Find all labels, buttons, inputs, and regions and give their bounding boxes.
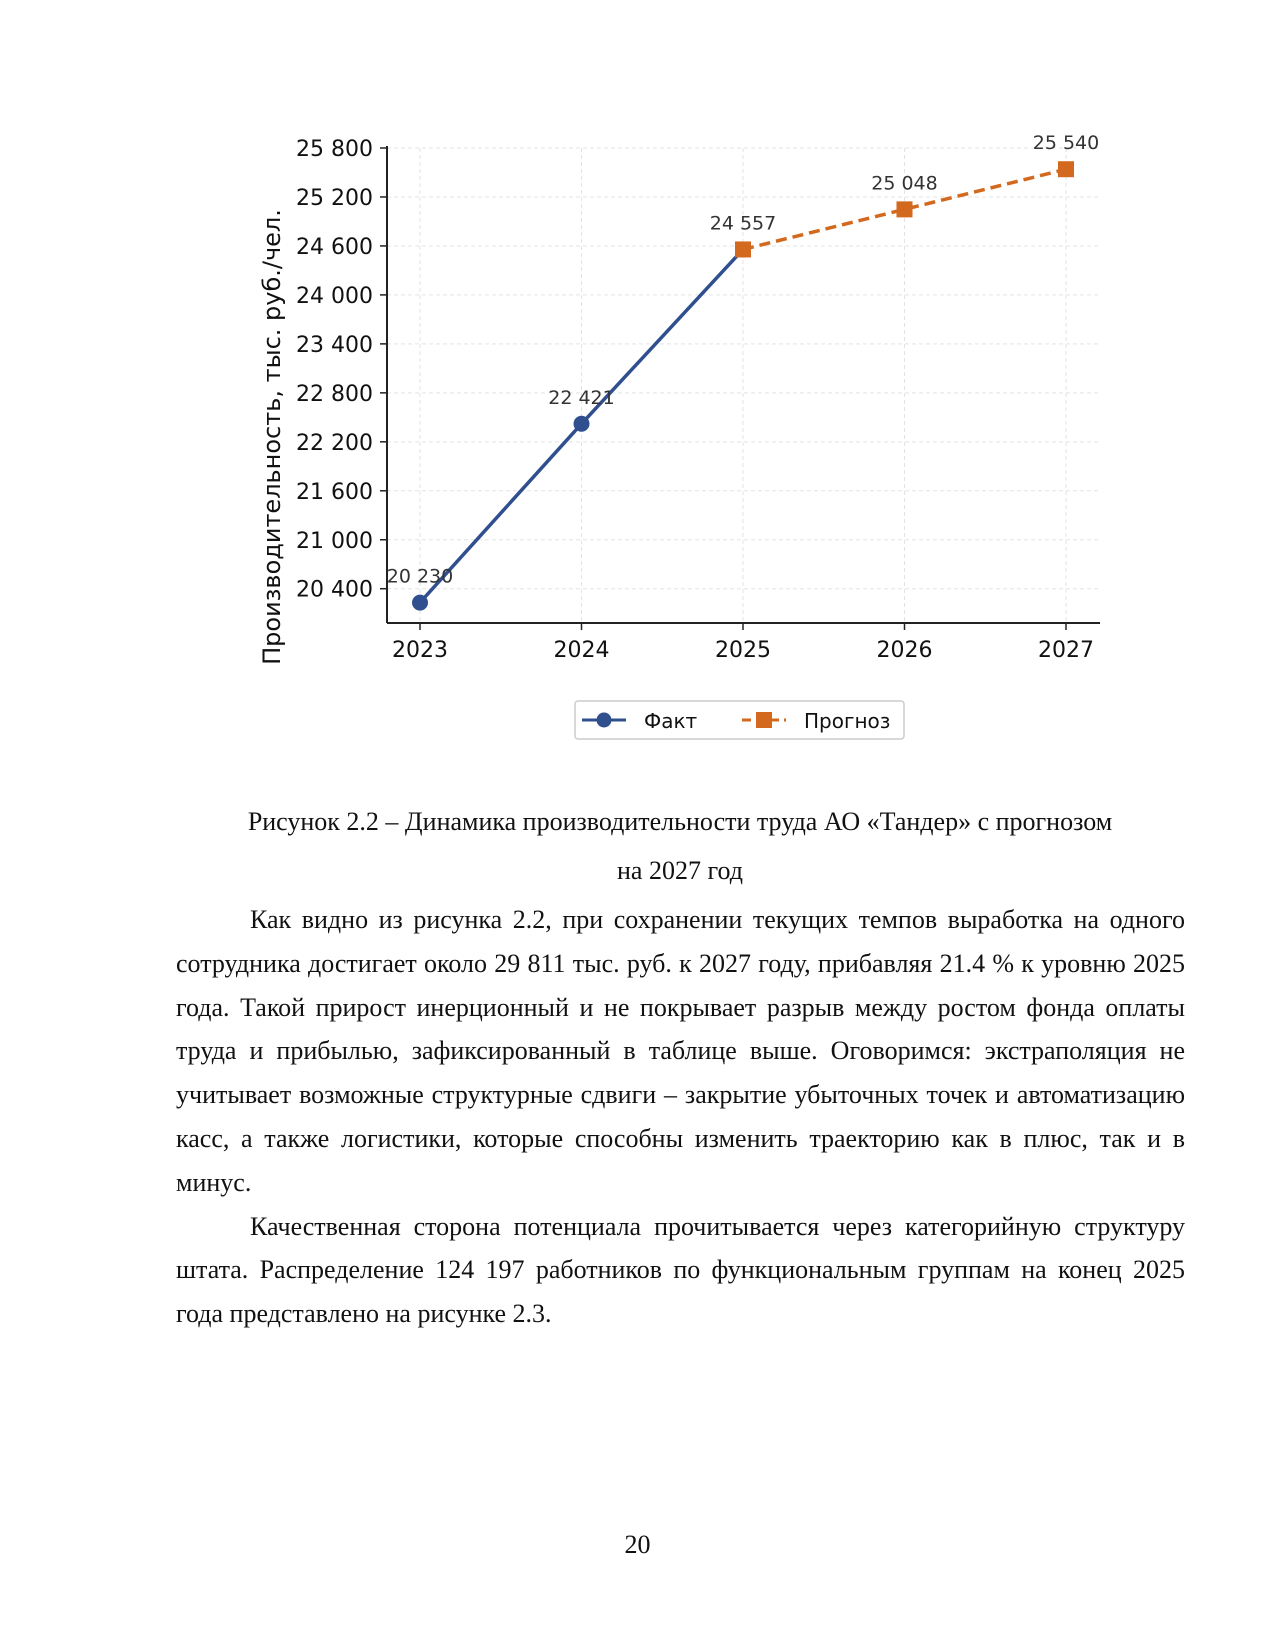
- data-point-forecast: [735, 241, 751, 257]
- legend-forecast-marker: [756, 712, 772, 728]
- figure-caption: [190, 797, 1170, 895]
- x-tick-label: 2025: [715, 638, 771, 663]
- body-text: [176, 898, 1185, 1336]
- productivity-chart: [0, 0, 1275, 760]
- y-tick-label: 25 800: [296, 137, 373, 162]
- data-point-forecast: [1058, 161, 1074, 177]
- data-point-forecast: [897, 201, 913, 217]
- x-tick-label: 2026: [876, 638, 933, 663]
- paragraph: Качественная сторона потенциала прочитывается через категорийную структуру штата. Распределение 124 197 работников по функциональным группам на конец 2025 года представлено на рисунке 2.3.: [176, 1211, 1185, 1329]
- paragraph: Как видно из рисунка 2.2, при сохранении текущих темпов выработка на одного сотрудника достигает около 29 811 тыс. руб. к 2027 году, прибавляя 21.4 % к уровню 2025 года. Такой прирост инерционный и не покрывает разрыв между ростом фонда оплаты труда и прибылью, зафиксированный в таблице выше. Оговоримся: экстраполяция не учитывает возможные структурные сдвиги – закрытие убыточных точек и автоматизацию касс, а также логистики, которые способны изменить траекторию как в плюс, так и в минус.: [176, 905, 1185, 1197]
- chart-legend: [575, 701, 904, 739]
- data-point-fact: [574, 416, 590, 432]
- y-tick-label: 21 000: [296, 528, 373, 554]
- legend-fact-marker: [597, 713, 612, 728]
- y-tick-label: 24 600: [296, 234, 373, 260]
- x-tick-label: 2023: [392, 638, 448, 663]
- data-label: 25 048: [871, 172, 938, 195]
- data-label: 24 557: [709, 212, 777, 235]
- data-label: 25 540: [1032, 132, 1100, 155]
- legend-fact-label: Факт: [644, 709, 698, 733]
- x-tick-label: 2027: [1038, 638, 1094, 663]
- y-tick-label: 23 400: [296, 332, 373, 358]
- data-label: 22 421: [548, 386, 615, 409]
- legend-forecast-label: Прогноз: [804, 709, 891, 733]
- figure-caption-line-2: на 2027 год: [617, 856, 743, 885]
- data-point-fact: [412, 595, 428, 611]
- y-tick-label: 20 400: [296, 577, 373, 603]
- y-tick-label: 21 600: [296, 479, 373, 505]
- data-label: 20 230: [386, 565, 454, 588]
- x-tick-label: 2024: [553, 638, 610, 663]
- page-number: 20: [624, 1530, 651, 1559]
- y-tick-label: 25 200: [296, 185, 373, 211]
- y-axis-label: Производительность, тыс. руб./чел.: [258, 209, 286, 665]
- figure-caption-line-1: Рисунок 2.2 – Динамика производительности труда АО «Тандер» с прогнозом: [247, 807, 1113, 836]
- y-tick-label: 22 800: [296, 381, 373, 407]
- y-tick-label: 22 200: [296, 430, 373, 456]
- y-tick-label: 24 000: [296, 283, 373, 309]
